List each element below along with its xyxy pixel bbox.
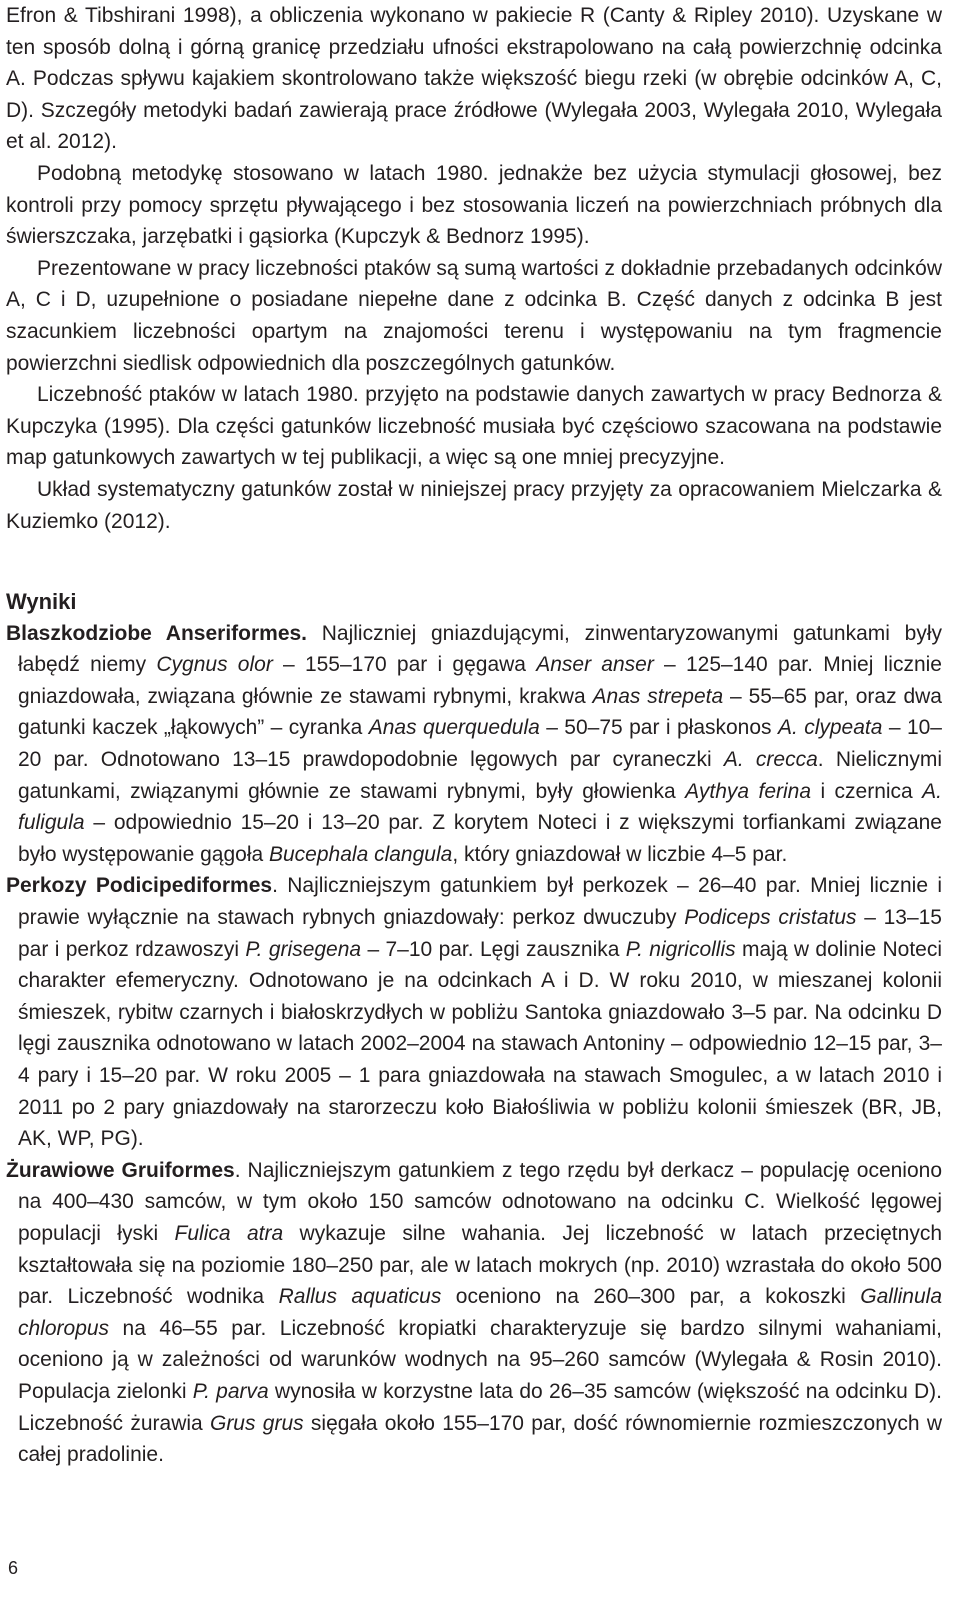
species-name: P. nigricollis [625,937,736,961]
gruiformes-paragraph: Żurawiowe Gruiformes. Najliczniejszym gatunkiem z tego rzędu był derkacz – populację oceniono na 400–430 samców, w tym około 150 samców odnotowano na odcinku C. Wielkość lęgowej populacji łyski Fulica atra wykazuje silne wahania. Jej liczebność w latach przeciętnych kształtowała się na poziomie 180–250 par, ale w latach mokrych (np. 2010) wzrastała do około 500 par. Liczebność wodnika Rallus aquaticus oceniono na 260–300 par, a kokoszki Gallinula chloropus na 46–55 par. Liczebność kropiatki charakteryzuje się bardzo silnymi wahaniami, oceniono ją w zależności od warunków wodnych na 95–260 samców (Wylegała & Rosin 2010). Populacja zielonki P. parva wynosiła w korzystne lata do 26–35 samców (większość na odcinku D). Liczebność żurawia Grus grus sięgała około 155–170 par, dość równomiernie rozmieszczonych w całej pradolinie. [6,1158,943,1467]
podicipediformes-paragraph: Perkozy Podicipediformes. Najliczniejszym gatunkiem był perkozek – 26–40 par. Mniej licznie i prawie wyłącznie na stawach rybnych gniazdowały: perkoz dwuczuby Podiceps cristatus – 13–15 par i perkoz rdzawoszyi P. grisegena – 7–10 par. Lęgi zausznika P. nigricollis mają w dolinie Noteci charakter efemeryczny. Odnotowano je na odcinkach A i D. W roku 2010, w mieszanej kolonii śmieszek, rybitw czarnych i białoskrzydłych w pobliżu Santoka gniazdowało 3–5 par. Na odcinku D lęgi zausznika odnotowano w latach 2002–2004 na stawach Antoniny – odpowiednio 12–15 par, 3–4 pary i 15–20 par. W roku 2005 – 1 para gniazdowała na stawach Smogulec, a w latach 2010 i 2011 po 2 pary gniazdowały na starorzeczu koło Białośliwia w pobliżu kolonii śmieszek (BR, JB, AK, WP, PG). [6,874,943,1151]
species-name: Grus grus [209,1411,304,1435]
methods-paragraph-3: Prezentowane w pracy liczebności ptaków są sumą wartości z dokładnie przebadanych odcinków A, C i D, uzupełnione o posiadane niepełne dane z odcinka B. Część danych z odcinka B jest szacunkiem liczebności opartym na znajomości terenu i występowaniu na tym fragmencie powierzchni siedlisk odpowiednich dla poszczególnych gatunków. [6,256,942,375]
species-name: A. clypeata [777,716,883,740]
species-name: Gallinula chloropus [18,1285,942,1340]
podicipediformes-heading: Perkozy Podicipediformes [6,874,273,898]
species-name: P. grisegena [245,937,362,961]
species-name: Podiceps cristatus [684,906,857,930]
species-name: Fulica atra [174,1221,284,1245]
species-name: Anser anser [536,653,654,677]
methods-paragraph-1: Efron & Tibshirani 1998), a obliczenia wykonano w pakiecie R (Canty & Ripley 2010). Uzyskane w ten sposób dolną i górną granicę przedziału ufności ekstrapolowano na całą powierzchnię odcinka A. Podczas spływu kajakiem skontrolowano także większość biegu rzeki (w obrębie odcinków A, C, D). Szczegóły metodyki badań zawierają prace źródłowe (Wylegała 2003, Wylegała 2010, Wylegała et al. 2012). [6,4,942,154]
page-body [6,0,942,1471]
species-name: Bucephala clangula [269,842,453,866]
species-name: Anas strepeta [592,684,724,708]
species-name: Anas querquedula [368,716,540,740]
methods-paragraph-2: Podobną metodykę stosowano w latach 1980. jednakże bez użycia stymulacji głosowej, bez kontroli przy pomocy sprzętu pływającego i bez stosowania liczeń na powierzchniach próbnych dla świerszczaka, jarzębatki i gąsiorka (Kupczyk & Bednorz 1995). [6,161,942,249]
species-name: A. fuligula [18,779,942,835]
species-name: Aythya ferina [685,779,812,803]
species-name: Rallus aquaticus [278,1285,442,1309]
methods-paragraph-4: Liczebność ptaków w latach 1980. przyjęto na podstawie danych zawartych w pracy Bednorza & Kupczyka (1995). Dla części gatunków liczebność musiała być częściowo szacowana na podstawie map gatunkowych zawartych w tej publikacji, a więc są one mniej precyzyjne. [6,383,942,470]
species-name: P. parva [192,1379,269,1403]
methods-paragraph-5: Układ systematyczny gatunków został w niniejszej pracy przyjęty za opracowaniem Mielczarka & Kuziemko (2012). [6,477,942,533]
section-title-results: Wyniki [6,589,77,615]
anseriformes-paragraph: Blaszkodziobe Anseriformes. Najliczniej gniazdującymi, zinwentaryzowanymi gatunkami były łabędź niemy Cygnus olor – 155–170 par i gęgawa Anser anser – 125–140 par. Mniej licznie gniazdowała, związana głównie ze stawami rybnymi, krakwa Anas strepeta – 55–65 par, oraz dwa gatunki kaczek „łąkowych” – cyranka Anas querquedula – 50–75 par i płaskonos A. clypeata – 10–20 par. Odnotowano 13–15 prawdopodobnie lęgowych par cyraneczki A. crecca. Nielicznymi gatunkami, związanymi głównie ze stawami rybnymi, były głowienka Aythya ferina i czernica A. fuligula – odpowiednio 15–20 i 13–20 par. Z korytem Noteci i z większymi torfiankami związane było występowanie gągoła Bucephala clangula, który gniazdował w liczbie 4–5 par. [6,621,942,866]
species-name: Cygnus olor [156,653,273,677]
species-name: A. crecca [723,748,818,772]
anseriformes-heading: Blaszkodziobe Anseriformes. [6,621,308,645]
gruiformes-heading: Żurawiowe Gruiformes [6,1158,235,1182]
page-number: 6 [8,1558,19,1578]
